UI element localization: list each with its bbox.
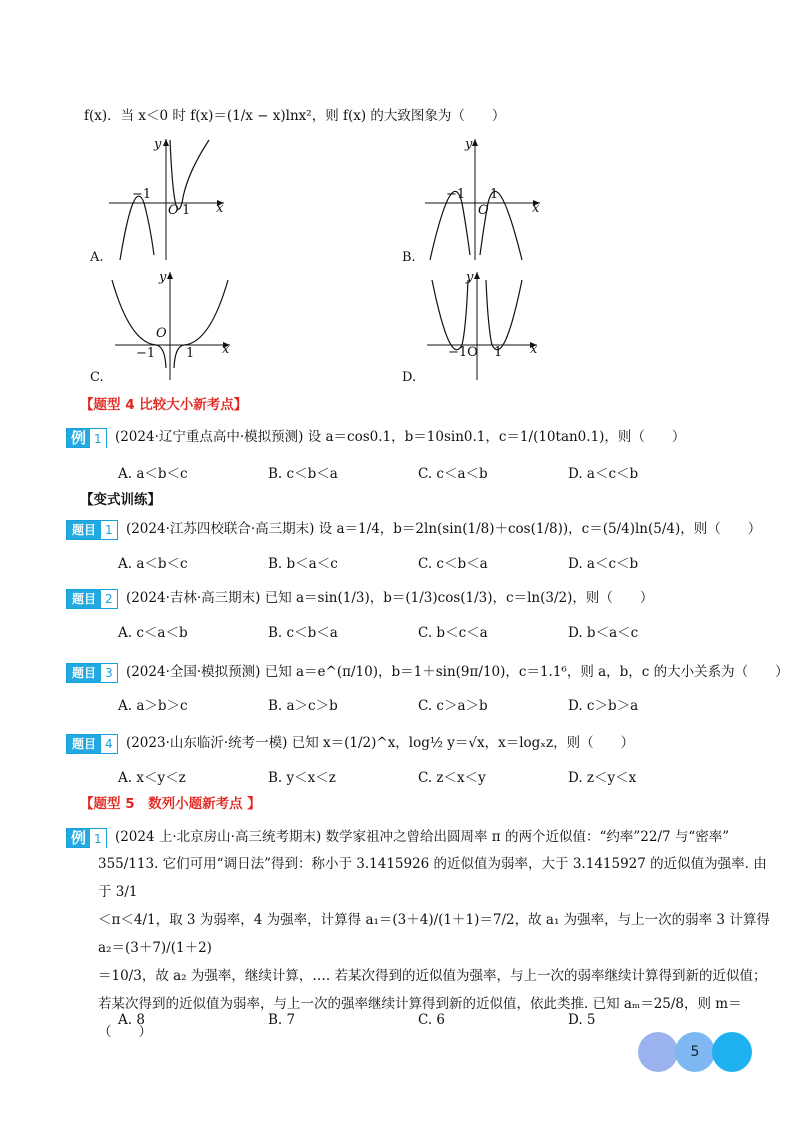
graph-a-plot <box>84 135 244 265</box>
problem-2-options <box>118 621 768 639</box>
option-d[interactable]: D. z＜y＜x <box>568 770 637 786</box>
option-c[interactable]: C. c＜a＜b <box>418 466 488 482</box>
option-b[interactable]: B. a＞c＞b <box>268 698 338 714</box>
option-a[interactable]: A. x＜y＜z <box>118 770 186 786</box>
option-d[interactable]: D. a＜c＜b <box>568 556 639 572</box>
tick-label: 1 <box>490 187 499 202</box>
example-5-line: ＜π＜4/1，取 3 为弱率，4 为强率，计算得 a₁＝(3＋4)/(1＋1)＝7/2，故 a₁ 为强率，与上一次的弱率 3 计算得 a₂＝(3＋7)/(1＋2) <box>98 912 770 956</box>
example-5-line: 若某次得到的近似值为弱率，与上一次的强率继续计算得到新的近似值，依此类推. 已知 aₘ＝25/8，则 m＝ <box>98 996 742 1012</box>
tick-label: 1 <box>182 203 191 218</box>
problem-3 <box>66 660 789 683</box>
example-5-line: ＝10/3，故 a₂ 为强率，继续计算，…. 若某次得到的近似值为强率，与上一次的弱率继续计算得到新的近似值； <box>98 968 767 984</box>
axis-x-label: x <box>216 201 224 216</box>
tick-label: O <box>156 326 167 341</box>
choice-label-a[interactable]: A. <box>90 250 104 265</box>
problem-badge: 题目 4 <box>66 734 118 754</box>
problem-4-text: (2023·山东临沂·统考一模) 已知 x＝(1/2)^x，log½ y＝√x，x＝logₓz，则（ ） <box>125 735 635 751</box>
option-c[interactable]: C. c＞a＞b <box>418 698 488 714</box>
choice-label-d[interactable]: D. <box>402 370 417 385</box>
example-5-options <box>118 1012 768 1030</box>
option-b[interactable]: B. c＜b＜a <box>268 466 338 482</box>
problem-3-text: (2024·全国·模拟预测) 已知 a＝e^(π/10)，b＝1＋sin(9π/10)，c＝1.1⁶，则 a，b，c 的大小关系为（ ） <box>125 664 789 680</box>
choice-label-c[interactable]: C. <box>90 370 104 385</box>
option-c[interactable]: C. c＜b＜a <box>418 556 488 572</box>
axis-y-label: y <box>159 270 167 285</box>
graph-d[interactable] <box>412 268 572 383</box>
problem-badge: 题目 3 <box>66 663 118 683</box>
tick-label: 1 <box>186 346 195 361</box>
option-b[interactable]: B. y＜x＜z <box>268 770 336 786</box>
problem-2 <box>66 586 653 609</box>
problem-1-options <box>118 552 768 570</box>
example-4 <box>66 425 685 448</box>
axis-x-label: x <box>530 342 538 357</box>
axis-y-label: y <box>465 137 473 152</box>
tick-label: O <box>478 203 489 218</box>
problem-2-text: (2024·吉林·高三期末) 已知 a＝sin(1/3)，b＝(1/3)cos(1/3)，c＝ln(3/2)，则（ ） <box>125 590 654 606</box>
axis-y-label: y <box>466 270 474 285</box>
option-c[interactable]: C. z＜x＜y <box>418 770 486 786</box>
option-a[interactable]: A. a＞b＞c <box>118 698 188 714</box>
graph-a[interactable] <box>84 135 244 265</box>
tick-label: −1 <box>136 346 156 361</box>
option-a[interactable]: A. 8 <box>118 1012 145 1028</box>
tick-label: 1 <box>494 345 503 360</box>
example-4-options <box>118 462 768 480</box>
example-5-line: 355/113. 它们可用“调日法”得到：称小于 3.1415926 的近似值为弱率，大于 3.1415927 的近似值为强率. 由于 3/1 <box>98 856 767 900</box>
axis-y-label: y <box>154 137 162 152</box>
tick-label: O <box>168 203 179 218</box>
choice-label-b[interactable]: B. <box>402 250 416 265</box>
section-title-5: 【题型 5 数列小题新考点 】 <box>80 796 261 812</box>
tick-label: −1 <box>446 187 466 202</box>
option-d[interactable]: D. b＜a＜c <box>568 625 639 641</box>
option-d[interactable]: D. c＞b＞a <box>568 698 639 714</box>
problem-badge: 题目 2 <box>66 589 118 609</box>
example-5-line: （ ） <box>98 1024 152 1040</box>
axis-x-label: x <box>532 201 540 216</box>
graph-d-plot <box>412 268 572 383</box>
option-a[interactable]: A. a＜b＜c <box>118 556 188 572</box>
tick-label: −1 <box>132 187 152 202</box>
graph-b[interactable] <box>410 135 570 265</box>
example-4-text: (2024·辽宁重点高中·模拟预测) 设 a＝cos0.1，b＝10sin0.1，c＝1/(10tan0.1)，则（ ） <box>114 429 686 445</box>
option-d[interactable]: D. 5 <box>568 1012 596 1028</box>
example-5-line: (2024 上·北京房山·高三统考期末) 数学家祖冲之曾给出圆周率 π 的两个近似值：“约率”22/7 与“密率” <box>114 829 730 845</box>
tick-label: −1O <box>448 345 478 360</box>
training-title: 【变式训练】 <box>80 492 161 508</box>
problem-badge: 题目 1 <box>66 520 118 540</box>
problem-4 <box>66 731 634 754</box>
page-number: 5 <box>675 1032 715 1072</box>
section-title-4: 【题型 4 比较大小新考点】 <box>80 397 248 413</box>
option-b[interactable]: B. 7 <box>268 1012 296 1028</box>
example-5-first-line <box>66 825 729 848</box>
option-c[interactable]: C. b＜c＜a <box>418 625 488 641</box>
option-a[interactable]: A. c＜a＜b <box>118 625 188 641</box>
problem-1 <box>66 517 761 540</box>
option-b[interactable]: B. b＜a＜c <box>268 556 338 572</box>
option-b[interactable]: B. c＜b＜a <box>268 625 338 641</box>
page-dot-left <box>638 1032 678 1072</box>
option-c[interactable]: C. 6 <box>418 1012 446 1028</box>
axis-x-label: x <box>222 342 230 357</box>
graph-c-plot <box>100 268 260 383</box>
problem-3-options <box>118 694 768 712</box>
problem-4-options <box>118 766 768 784</box>
question-intro: f(x)．当 x＜0 时 f(x)＝(1/x − x)lnx²，则 f(x) 的大致图象为（ ） <box>84 108 506 124</box>
graph-c[interactable] <box>100 268 260 383</box>
page-dot-right <box>712 1032 752 1072</box>
example-badge: 例 1 <box>66 428 107 448</box>
option-a[interactable]: A. a＜b＜c <box>118 466 188 482</box>
example-badge: 例 1 <box>66 828 107 848</box>
option-d[interactable]: D. a＜c＜b <box>568 466 639 482</box>
problem-1-text: (2024·江苏四校联合·高三期末) 设 a＝1/4，b＝2ln(sin(1/8)＋cos(1/8))，c＝(5/4)ln(5/4)，则（ ） <box>125 521 762 537</box>
